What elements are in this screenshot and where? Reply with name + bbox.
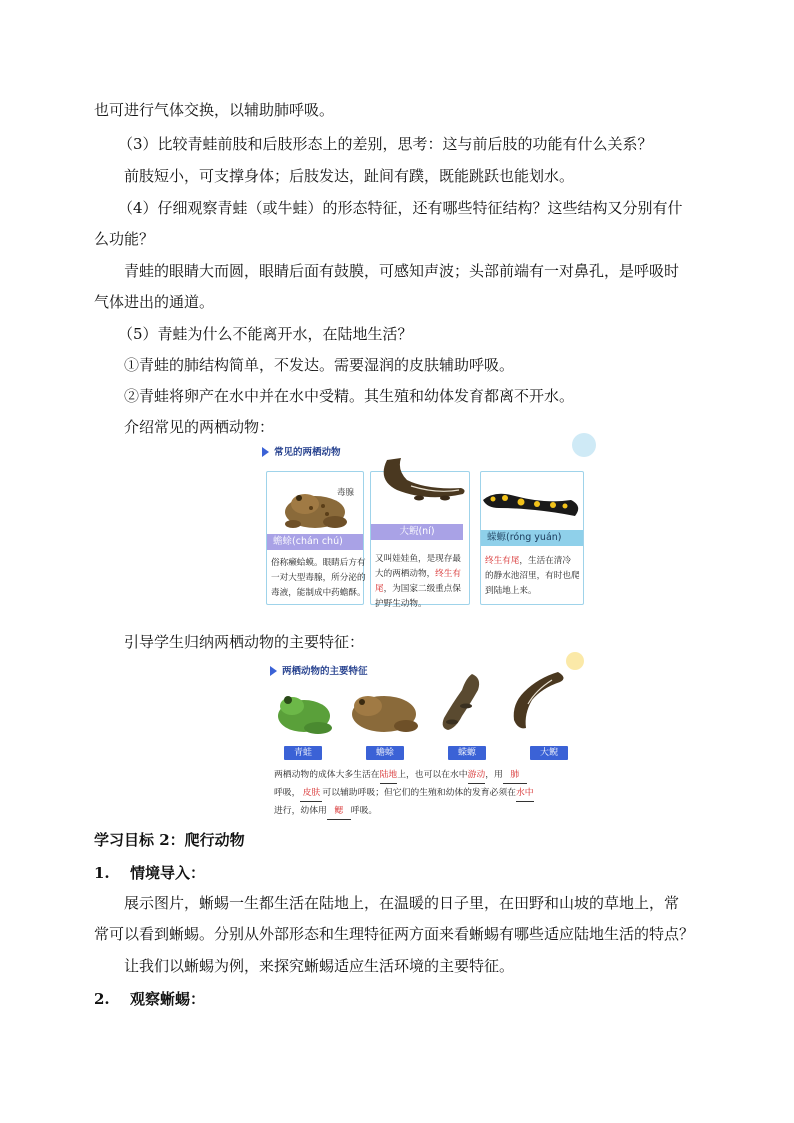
card-text: 尾，为国家二级重点保	[375, 584, 461, 594]
paragraph: 青蛙的眼睛大而圆，眼睛后面有鼓膜，可感知声波；头部前端有一对鼻孔，是呼吸时	[124, 262, 680, 280]
summary-line: 两栖动物的成体大多生活在陆地上，也可以在水中游动，用 肺	[274, 768, 527, 784]
figure-common-amphibians	[258, 441, 588, 611]
decorative-circle	[572, 433, 596, 457]
paragraph: 展示图片，蜥蜴一生都生活在陆地上，在温暖的日子里，在田野和山坡的草地上，常	[124, 894, 680, 912]
card-text: 的静水池沼里，有时也爬	[485, 571, 580, 581]
toad-image	[342, 682, 422, 738]
card-text: 又叫娃娃鱼，是现存最	[375, 554, 461, 564]
paragraph: 么功能？	[94, 230, 155, 248]
paragraph: 气体进出的通道。	[94, 293, 215, 311]
label-giant-salamander: 大鲵	[530, 746, 568, 760]
card-text: 大的两栖动物，终生有	[375, 569, 461, 579]
list-item-title: 情境导入：	[130, 864, 206, 882]
card-label-giant-salamander: 大鲵(ní)	[371, 524, 463, 540]
label-toad: 蟾蜍	[366, 746, 404, 760]
list-item-title: 观察蜥蜴：	[130, 990, 206, 1008]
card-text: 一对大型毒腺，所分泌的	[271, 573, 366, 583]
list-number: 1.	[94, 864, 110, 882]
paragraph: 引导学生归纳两栖动物的主要特征：	[124, 633, 365, 651]
paragraph: ②青蛙将卵产在水中并在水中受精。其生殖和幼体发育都离不开水。	[124, 387, 575, 405]
paragraph: 介绍常见的两栖动物：	[124, 418, 275, 436]
paragraph: 让我们以蜥蜴为例，来探究蜥蜴适应生活环境的主要特征。	[124, 957, 515, 975]
figure-amphibian-features	[266, 658, 578, 822]
card-giant-salamander	[370, 471, 470, 609]
list-number: 2.	[94, 990, 110, 1008]
giant-salamander-image	[502, 664, 572, 738]
paragraph: ①青蛙的肺结构简单，不发达。需要湿润的皮肤辅助呼吸。	[124, 356, 515, 374]
summary-line: 进行，幼体用 鳃 呼吸。	[274, 804, 377, 820]
newt-image	[422, 668, 494, 738]
paragraph: （4）仔细观察青蛙（或牛蛙）的形态特征，还有哪些特征结构？这些结构又分别有什	[118, 199, 683, 217]
label-newt: 蝾螈	[448, 746, 486, 760]
title-marker-icon	[262, 447, 269, 457]
card-newt	[480, 471, 584, 605]
paragraph: 也可进行气体交换，以辅助肺呼吸。	[94, 101, 335, 119]
frog-image	[270, 682, 340, 738]
figure-title: 常见的两栖动物	[274, 447, 341, 458]
paragraph: （3）比较青蛙前肢和后肢形态上的差别，思考：这与前后肢的功能有什么关系？	[118, 135, 653, 153]
card-text: 终生有尾，生活在清冷	[485, 556, 571, 566]
label-frog: 青蛙	[284, 746, 322, 760]
card-label-toad: 蟾蜍(chán chú)	[267, 534, 363, 550]
card-toad	[266, 471, 364, 605]
giant-salamander-image	[367, 450, 477, 522]
card-label-newt: 蝾螈(róng yuán)	[481, 530, 583, 546]
card-text: 俗称癞蛤蟆。眼睛后方有	[271, 558, 366, 568]
newt-image	[475, 472, 587, 532]
figure-title: 两栖动物的主要特征	[282, 666, 368, 677]
section-heading: 学习目标 2：爬行动物	[94, 831, 245, 849]
paragraph: 常可以看到蜥蜴。分别从外部形态和生理特征两方面来看蜥蜴有哪些适应陆地生活的特点？	[94, 925, 695, 943]
card-text: 护野生动物。	[375, 599, 427, 609]
title-marker-icon	[270, 666, 277, 676]
paragraph: （5）青蛙为什么不能离开水，在陆地生活？	[118, 325, 413, 343]
paragraph: 前肢短小，可支撑身体；后肢发达，趾间有蹼，既能跳跃也能划水。	[124, 167, 575, 185]
gland-annotation: 毒腺	[337, 488, 355, 498]
summary-line: 呼吸， 皮肤 可以辅助呼吸；但它们的生殖和幼体的发育必须在水中	[274, 786, 534, 802]
card-text: 到陆地上来。	[485, 586, 537, 596]
card-text: 毒液，能制成中药蟾酥。	[271, 588, 366, 598]
